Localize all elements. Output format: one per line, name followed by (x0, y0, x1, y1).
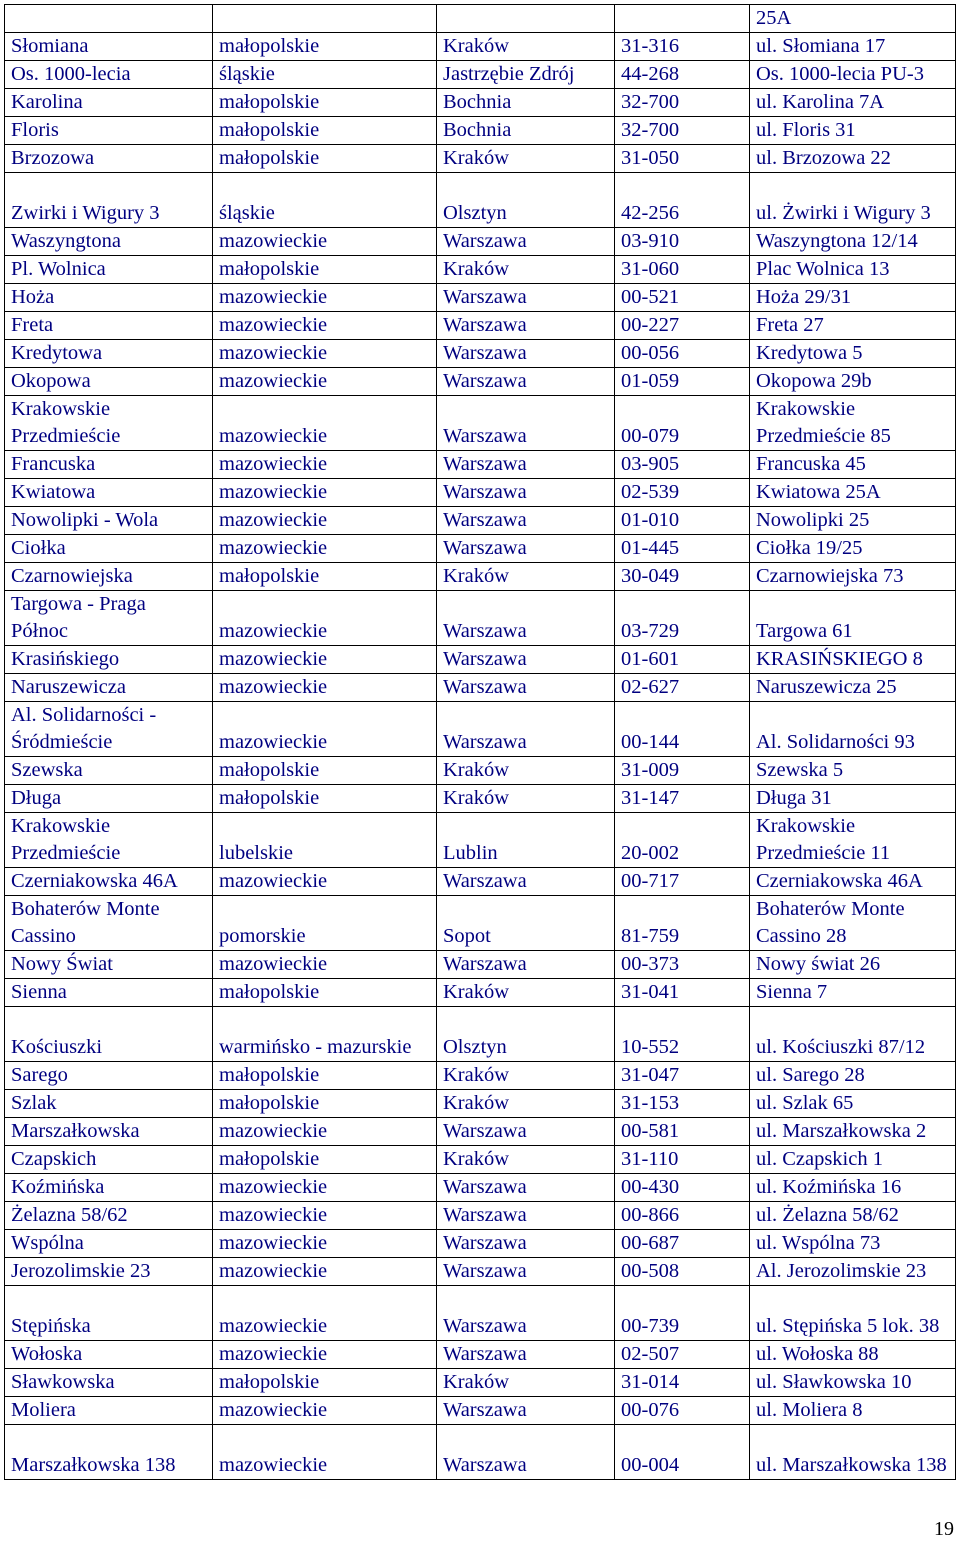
table-cell (437, 5, 615, 33)
table-cell-zip: 31-316 (615, 33, 750, 61)
table-cell-name: Kościuszki (5, 1007, 213, 1062)
table-cell-name: Stępińska (5, 1286, 213, 1341)
table-cell-zip: 00-079 (615, 396, 750, 451)
table-cell-region: małopolskie (213, 256, 437, 284)
table-cell-name: Krakowskie Przedmieście (5, 396, 213, 451)
table-cell-region: lubelskie (213, 813, 437, 868)
table-cell-name: Freta (5, 312, 213, 340)
table-cell-zip: 02-507 (615, 1341, 750, 1369)
table-cell-region: mazowieckie (213, 228, 437, 256)
table-row (5, 1118, 956, 1146)
table-cell-name: Szewska (5, 757, 213, 785)
table-cell-address: Targowa 61 (750, 591, 956, 646)
table-row (5, 396, 956, 451)
table-row (5, 951, 956, 979)
table-cell-zip: 44-268 (615, 61, 750, 89)
table-cell-region: mazowieckie (213, 479, 437, 507)
table-cell-name: Marszałkowska (5, 1118, 213, 1146)
table-cell-address: ul. Brzozowa 22 (750, 145, 956, 173)
table-cell-name: Naruszewicza (5, 674, 213, 702)
table-cell-address: Naruszewicza 25 (750, 674, 956, 702)
table-cell-region: mazowieckie (213, 368, 437, 396)
table-row (5, 340, 956, 368)
table-cell-address: ul. Sarego 28 (750, 1062, 956, 1090)
table-row (5, 228, 956, 256)
table-cell-city: Kraków (437, 563, 615, 591)
table-cell-city: Bochnia (437, 89, 615, 117)
table-cell-zip: 42-256 (615, 173, 750, 228)
table-cell-address: Ciołka 19/25 (750, 535, 956, 563)
table-cell-zip: 01-010 (615, 507, 750, 535)
table-cell-name: Targowa - Praga Północ (5, 591, 213, 646)
table-cell-name: Sławkowska (5, 1369, 213, 1397)
table-cell-address: Os. 1000-lecia PU-3 (750, 61, 956, 89)
table-cell-city: Kraków (437, 1369, 615, 1397)
table-cell-city: Warszawa (437, 1174, 615, 1202)
table-cell-name: Al. Solidarności - Śródmieście (5, 702, 213, 757)
table-cell-address: Nowy świat 26 (750, 951, 956, 979)
table-cell-city: Jastrzębie Zdrój (437, 61, 615, 89)
table-cell-region: mazowieckie (213, 591, 437, 646)
table-cell-zip: 00-430 (615, 1174, 750, 1202)
table-cell-city: Bochnia (437, 117, 615, 145)
table-cell-address: Hoża 29/31 (750, 284, 956, 312)
table-row (5, 1286, 956, 1341)
table-row (5, 1174, 956, 1202)
table-row (5, 1202, 956, 1230)
table-row (5, 1230, 956, 1258)
table-cell-address: Krakowskie Przedmieście 85 (750, 396, 956, 451)
table-cell-address: Sienna 7 (750, 979, 956, 1007)
table-cell-zip: 00-717 (615, 868, 750, 896)
table-cell-region: mazowieckie (213, 1425, 437, 1480)
table-cell-name: Jerozolimskie 23 (5, 1258, 213, 1286)
table-cell-zip: 01-601 (615, 646, 750, 674)
table-row (5, 33, 956, 61)
table-cell-zip: 31-147 (615, 785, 750, 813)
table-cell-city: Warszawa (437, 396, 615, 451)
table-cell-zip: 02-539 (615, 479, 750, 507)
table-row (5, 979, 956, 1007)
table-cell-address: ul. Moliera 8 (750, 1397, 956, 1425)
table-row (5, 5, 956, 33)
table-cell-name: Kredytowa (5, 340, 213, 368)
table-cell-address: ul. Czapskich 1 (750, 1146, 956, 1174)
table-cell-city: Warszawa (437, 674, 615, 702)
table-cell-city: Kraków (437, 1062, 615, 1090)
table-cell-region: mazowieckie (213, 312, 437, 340)
table-cell-zip: 00-004 (615, 1425, 750, 1480)
table-cell-address: Francuska 45 (750, 451, 956, 479)
table-cell-address: ul. Szlak 65 (750, 1090, 956, 1118)
table-cell-region: mazowieckie (213, 1258, 437, 1286)
table-row (5, 451, 956, 479)
table-cell-zip: 32-700 (615, 117, 750, 145)
table-cell-name: Moliera (5, 1397, 213, 1425)
table-row (5, 591, 956, 646)
table-cell-address: Kredytowa 5 (750, 340, 956, 368)
table-cell-region: małopolskie (213, 563, 437, 591)
table-row (5, 368, 956, 396)
table-cell-city: Kraków (437, 785, 615, 813)
table-cell-city: Warszawa (437, 1425, 615, 1480)
table-cell-zip: 00-687 (615, 1230, 750, 1258)
table-cell-region: mazowieckie (213, 1341, 437, 1369)
table-cell-name: Brzozowa (5, 145, 213, 173)
table-cell-zip: 00-739 (615, 1286, 750, 1341)
table-cell-city: Warszawa (437, 340, 615, 368)
table-cell-region: śląskie (213, 173, 437, 228)
table-cell-name: Czerniakowska 46A (5, 868, 213, 896)
table-cell-city: Warszawa (437, 1397, 615, 1425)
table-row (5, 1341, 956, 1369)
table-cell-region: mazowieckie (213, 507, 437, 535)
table-cell-region: śląskie (213, 61, 437, 89)
table-cell-address: ul. Wołoska 88 (750, 1341, 956, 1369)
table-cell-city: Kraków (437, 145, 615, 173)
table-cell-region: mazowieckie (213, 340, 437, 368)
table-cell-region: małopolskie (213, 1146, 437, 1174)
table-cell-address: Długa 31 (750, 785, 956, 813)
table-cell-city: Warszawa (437, 951, 615, 979)
table-cell-zip: 00-076 (615, 1397, 750, 1425)
table-cell-name: Pl. Wolnica (5, 256, 213, 284)
table-cell-zip: 32-700 (615, 89, 750, 117)
table-cell-region: warmińsko - mazurskie (213, 1007, 437, 1062)
table-cell-address: Szewska 5 (750, 757, 956, 785)
table-row (5, 563, 956, 591)
table-cell-city: Sopot (437, 896, 615, 951)
table-cell-zip: 00-508 (615, 1258, 750, 1286)
table-row (5, 507, 956, 535)
table-cell-zip: 31-153 (615, 1090, 750, 1118)
table-cell-address: Nowolipki 25 (750, 507, 956, 535)
table-cell-region: mazowieckie (213, 702, 437, 757)
table-cell-city: Warszawa (437, 591, 615, 646)
table-cell-zip: 03-910 (615, 228, 750, 256)
table-cell-address: ul. Karolina 7A (750, 89, 956, 117)
table-cell-region: małopolskie (213, 1062, 437, 1090)
table-row (5, 1062, 956, 1090)
table-cell-region: małopolskie (213, 89, 437, 117)
table-cell-city: Olsztyn (437, 1007, 615, 1062)
table-cell-zip: 00-373 (615, 951, 750, 979)
table-cell-address: Kwiatowa 25A (750, 479, 956, 507)
table-cell-address: 25A (750, 5, 956, 33)
table-cell-region: mazowieckie (213, 646, 437, 674)
table-cell-region: małopolskie (213, 785, 437, 813)
table-row (5, 173, 956, 228)
table-cell-address: ul. Sławkowska 10 (750, 1369, 956, 1397)
table-cell-address: ul. Żelazna 58/62 (750, 1202, 956, 1230)
table-cell-region: małopolskie (213, 1369, 437, 1397)
table-row (5, 1007, 956, 1062)
table-cell-city: Warszawa (437, 507, 615, 535)
table-cell-zip: 31-060 (615, 256, 750, 284)
table-cell-address: ul. Marszałkowska 138 (750, 1425, 956, 1480)
table-row (5, 61, 956, 89)
table-cell-address: ul. Koźmińska 16 (750, 1174, 956, 1202)
table-cell-city: Warszawa (437, 451, 615, 479)
table-cell-region: mazowieckie (213, 951, 437, 979)
table-cell-region: mazowieckie (213, 674, 437, 702)
table-cell-address: Krakowskie Przedmieście 11 (750, 813, 956, 868)
table-row (5, 256, 956, 284)
table-cell-name: Nowy Świat (5, 951, 213, 979)
table-row (5, 535, 956, 563)
address-table-body (5, 5, 956, 1480)
table-cell-name: Okopowa (5, 368, 213, 396)
table-cell-city: Kraków (437, 979, 615, 1007)
table-cell-name: Czarnowiejska (5, 563, 213, 591)
table-cell-zip: 31-014 (615, 1369, 750, 1397)
table-row (5, 1397, 956, 1425)
table-cell-zip: 31-047 (615, 1062, 750, 1090)
table-cell-name: Hoża (5, 284, 213, 312)
table-cell-region: mazowieckie (213, 1230, 437, 1258)
table-cell-region: mazowieckie (213, 868, 437, 896)
table-cell-region: mazowieckie (213, 284, 437, 312)
table-row (5, 312, 956, 340)
table-cell-zip: 03-905 (615, 451, 750, 479)
table-cell-address: ul. Floris 31 (750, 117, 956, 145)
table-row (5, 868, 956, 896)
table-row (5, 1369, 956, 1397)
table-cell-address: ul. Kościuszki 87/12 (750, 1007, 956, 1062)
table-cell-region: małopolskie (213, 145, 437, 173)
table-cell-region: mazowieckie (213, 1286, 437, 1341)
table-cell-zip: 10-552 (615, 1007, 750, 1062)
table-cell-name: Francuska (5, 451, 213, 479)
table-row (5, 145, 956, 173)
table-cell-name: Czapskich (5, 1146, 213, 1174)
table-cell-name: Floris (5, 117, 213, 145)
table-cell-city: Warszawa (437, 368, 615, 396)
table-cell-region: małopolskie (213, 1090, 437, 1118)
table-cell-zip: 00-144 (615, 702, 750, 757)
table-cell-name: Krakowskie Przedmieście (5, 813, 213, 868)
table-cell-address: Waszyngtona 12/14 (750, 228, 956, 256)
table-cell-city: Kraków (437, 757, 615, 785)
table-cell-zip: 02-627 (615, 674, 750, 702)
table-cell-name: Waszyngtona (5, 228, 213, 256)
table-row (5, 89, 956, 117)
table-cell-address: ul. Słomiana 17 (750, 33, 956, 61)
table-cell-region: mazowieckie (213, 1397, 437, 1425)
table-cell-name: Wołoska (5, 1341, 213, 1369)
table-cell-region: małopolskie (213, 117, 437, 145)
table-cell-region: mazowieckie (213, 451, 437, 479)
table-cell-zip: 31-009 (615, 757, 750, 785)
table-cell-region: mazowieckie (213, 1118, 437, 1146)
table-cell-city: Warszawa (437, 1341, 615, 1369)
table-cell-address: Czarnowiejska 73 (750, 563, 956, 591)
table-cell-name: Marszałkowska 138 (5, 1425, 213, 1480)
table-cell-zip: 01-059 (615, 368, 750, 396)
table-cell-zip: 31-050 (615, 145, 750, 173)
table-cell-zip: 31-041 (615, 979, 750, 1007)
table-cell-address: ul. Marszałkowska 2 (750, 1118, 956, 1146)
table-cell-city: Warszawa (437, 535, 615, 563)
table-cell-city: Olsztyn (437, 173, 615, 228)
table-cell-city: Kraków (437, 1090, 615, 1118)
table-row (5, 785, 956, 813)
table-row (5, 1258, 956, 1286)
table-cell-city: Kraków (437, 1146, 615, 1174)
table-cell-region: mazowieckie (213, 1202, 437, 1230)
table-row (5, 702, 956, 757)
table-cell-zip: 00-227 (615, 312, 750, 340)
table-cell-name: Długa (5, 785, 213, 813)
table-cell-name: Szlak (5, 1090, 213, 1118)
table-cell-city: Warszawa (437, 284, 615, 312)
table-cell-name: Zwirki i Wigury 3 (5, 173, 213, 228)
table-cell-address: ul. Żwirki i Wigury 3 (750, 173, 956, 228)
table-row (5, 479, 956, 507)
table-cell-name: Bohaterów Monte Cassino (5, 896, 213, 951)
table-cell-city: Kraków (437, 256, 615, 284)
table-cell-zip: 31-110 (615, 1146, 750, 1174)
table-cell-address: Freta 27 (750, 312, 956, 340)
table-row (5, 896, 956, 951)
table-row (5, 813, 956, 868)
table-cell-zip: 01-445 (615, 535, 750, 563)
table-cell-zip: 81-759 (615, 896, 750, 951)
table-cell-address: ul. Wspólna 73 (750, 1230, 956, 1258)
table-cell-zip: 20-002 (615, 813, 750, 868)
table-cell-city: Kraków (437, 33, 615, 61)
table-row (5, 1146, 956, 1174)
table-row (5, 646, 956, 674)
table-row (5, 757, 956, 785)
table-cell-region: małopolskie (213, 757, 437, 785)
table-cell-zip: 03-729 (615, 591, 750, 646)
table-cell-region: małopolskie (213, 979, 437, 1007)
table-cell-city: Warszawa (437, 312, 615, 340)
table-cell-city: Warszawa (437, 1202, 615, 1230)
page-number: 19 (934, 1518, 954, 1540)
table-cell-address: ul. Stępińska 5 lok. 38 (750, 1286, 956, 1341)
table-row (5, 1090, 956, 1118)
table-cell-zip: 30-049 (615, 563, 750, 591)
table-cell-region: pomorskie (213, 896, 437, 951)
table-cell-name: Krasińskiego (5, 646, 213, 674)
table-cell-city: Warszawa (437, 646, 615, 674)
table-cell-name: Os. 1000-lecia (5, 61, 213, 89)
table-cell-region: mazowieckie (213, 396, 437, 451)
table-cell-zip: 00-056 (615, 340, 750, 368)
table-cell (213, 5, 437, 33)
table-row (5, 1425, 956, 1480)
table-cell-name: Słomiana (5, 33, 213, 61)
table-cell-address: Al. Solidarności 93 (750, 702, 956, 757)
table-cell-name: Kwiatowa (5, 479, 213, 507)
table-cell-region: mazowieckie (213, 1174, 437, 1202)
table-row (5, 117, 956, 145)
table-cell-zip: 00-521 (615, 284, 750, 312)
table-cell-name: Sienna (5, 979, 213, 1007)
table-cell-city: Warszawa (437, 1118, 615, 1146)
table-cell-city: Warszawa (437, 868, 615, 896)
table-cell-name: Żelazna 58/62 (5, 1202, 213, 1230)
table-cell-name: Sarego (5, 1062, 213, 1090)
table-cell-city: Warszawa (437, 702, 615, 757)
table-cell-address: Czerniakowska 46A (750, 868, 956, 896)
table-cell-name: Ciołka (5, 535, 213, 563)
table-cell-city: Warszawa (437, 479, 615, 507)
table-cell-address: Okopowa 29b (750, 368, 956, 396)
table-row (5, 674, 956, 702)
table-cell-city: Warszawa (437, 1286, 615, 1341)
table-cell-city: Warszawa (437, 228, 615, 256)
table-cell (5, 5, 213, 33)
table-cell-name: Nowolipki - Wola (5, 507, 213, 535)
table-cell-region: mazowieckie (213, 535, 437, 563)
table-cell-zip: 00-581 (615, 1118, 750, 1146)
table-cell (615, 5, 750, 33)
table-cell-address: Plac Wolnica 13 (750, 256, 956, 284)
table-row (5, 284, 956, 312)
table-cell-region: małopolskie (213, 33, 437, 61)
table-cell-address: KRASIŃSKIEGO 8 (750, 646, 956, 674)
table-cell-name: Karolina (5, 89, 213, 117)
table-cell-city: Lublin (437, 813, 615, 868)
address-table (4, 4, 956, 1480)
table-cell-city: Warszawa (437, 1258, 615, 1286)
table-cell-name: Wspólna (5, 1230, 213, 1258)
table-cell-city: Warszawa (437, 1230, 615, 1258)
table-cell-address: Bohaterów Monte Cassino 28 (750, 896, 956, 951)
table-cell-zip: 00-866 (615, 1202, 750, 1230)
table-cell-name: Koźmińska (5, 1174, 213, 1202)
table-cell-address: Al. Jerozolimskie 23 (750, 1258, 956, 1286)
